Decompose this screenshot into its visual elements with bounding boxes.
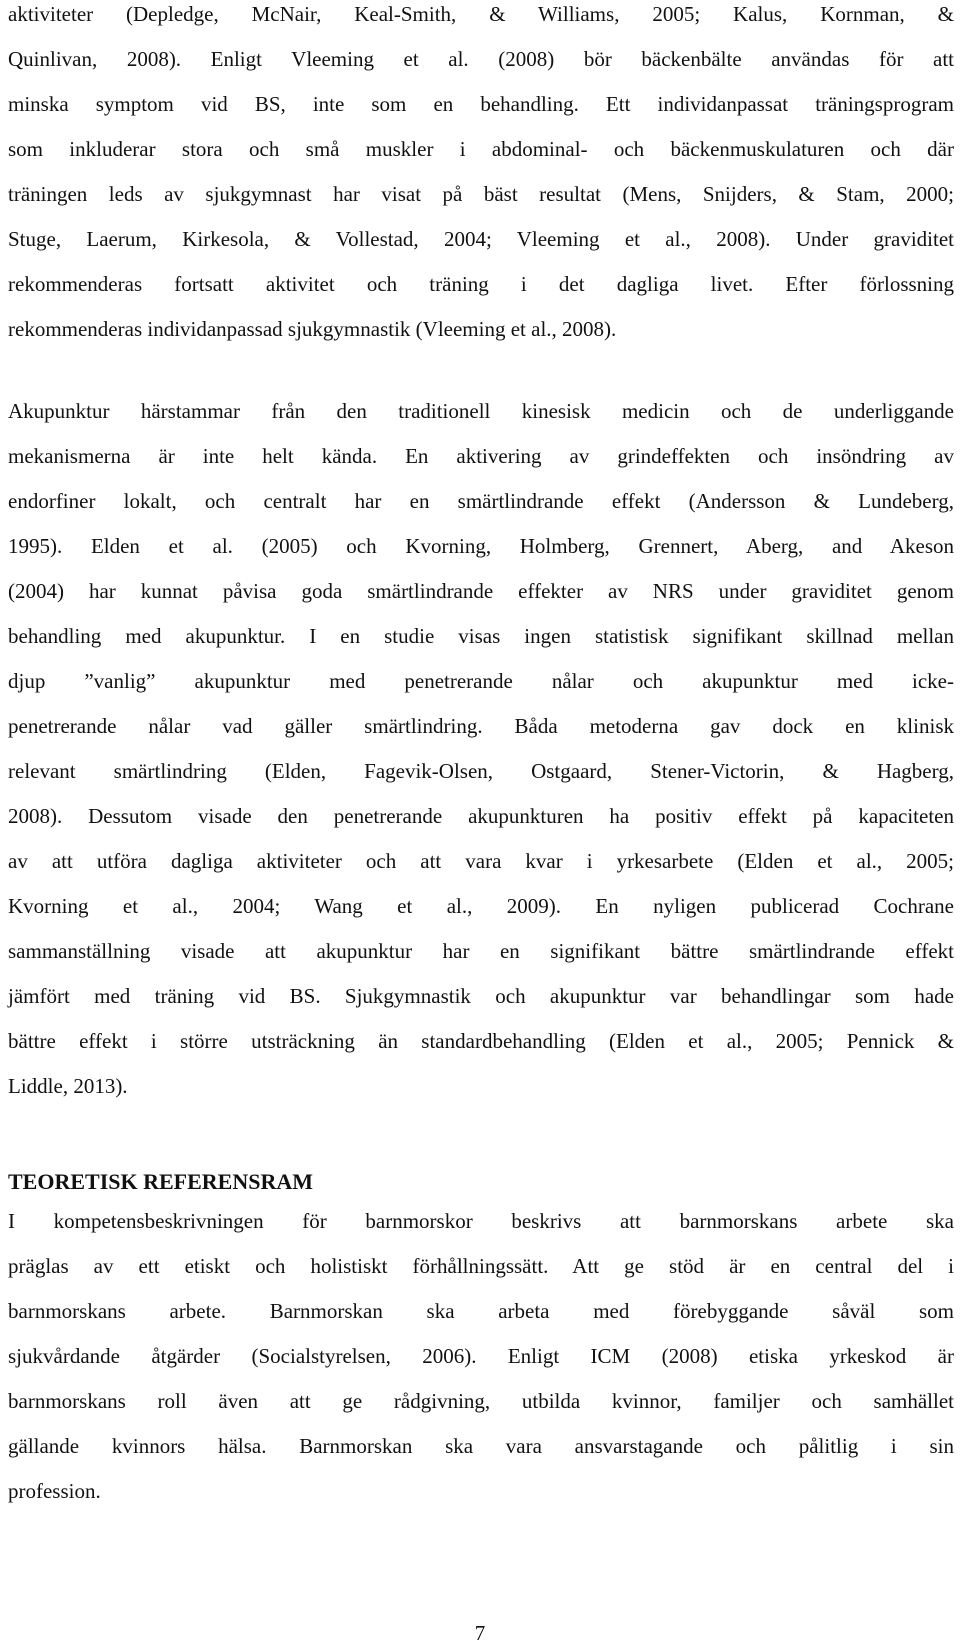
text-line: präglas av ett etiskt och holistiskt förhållningssätt. Att ge stöd är en central del i <box>8 1254 954 1278</box>
paragraph-pelvic-treatment <box>8 0 954 360</box>
text-line: sjukvårdande åtgärder (Socialstyrelsen, 2006). Enligt ICM (2008) etiska yrkeskod är <box>8 1344 954 1368</box>
text-line: sammanställning visade att akupunktur har en signifikant bättre smärtlindrande effekt <box>8 939 954 963</box>
text-line: minska symptom vid BS, inte som en behandling. Ett individanpassat träningsprogram <box>8 92 954 116</box>
text-line: 2008). Dessutom visade den penetrerande akupunkturen ha positiv effekt på kapaciteten <box>8 804 954 828</box>
text-line: relevant smärtlindring (Elden, Fagevik-Olsen, Ostgaard, Stener-Victorin, & Hagberg, <box>8 759 954 783</box>
text-line: träningen leds av sjukgymnast har visat på bäst resultat (Mens, Snijders, & Stam, 2000; <box>8 182 954 206</box>
text-line: gällande kvinnors hälsa. Barnmorskan ska vara ansvarstagande och pålitlig i sin <box>8 1434 954 1458</box>
text-line: penetrerande nålar vad gäller smärtlindring. Båda metoderna gav dock en klinisk <box>8 714 954 738</box>
text-line: 1995). Elden et al. (2005) och Kvorning, Holmberg, Grennert, Aberg, and Akeson <box>8 534 954 558</box>
text-line: jämfört med träning vid BS. Sjukgymnastik och akupunktur var behandlingar som hade <box>8 984 954 1008</box>
text-line: mekanismerna är inte helt kända. En aktivering av grindeffekten och insöndring av <box>8 444 954 468</box>
text-line: barnmorskans arbete. Barnmorskan ska arbeta med förebyggande såväl som <box>8 1299 954 1323</box>
text-line: Stuge, Laerum, Kirkesola, & Vollestad, 2004; Vleeming et al., 2008). Under graviditet <box>8 227 954 251</box>
text-line: som inkluderar stora och små muskler i abdominal- och bäckenmuskulaturen och där <box>8 137 954 161</box>
text-line: rekommenderas fortsatt aktivitet och träning i det dagliga livet. Efter förlossning <box>8 272 954 296</box>
text-line: av att utföra dagliga aktiviteter och att vara kvar i yrkesarbete (Elden et al., 2005; <box>8 849 954 873</box>
text-line: endorfiner lokalt, och centralt har en smärtlindrande effekt (Andersson & Lundeberg, <box>8 489 954 513</box>
text-line: (2004) har kunnat påvisa goda smärtlindrande effekter av NRS under graviditet genom <box>8 579 954 603</box>
text-line: rekommenderas individanpassad sjukgymnastik (Vleeming et al., 2008). <box>8 317 617 341</box>
text-line: behandling med akupunktur. I en studie visas ingen statistisk signifikant skillnad mellan <box>8 624 954 648</box>
text-line: Akupunktur härstammar från den traditionell kinesisk medicin och de underliggande <box>8 399 954 423</box>
text-line: aktiviteter (Depledge, McNair, Keal-Smith, & Williams, 2005; Kalus, Kornman, & <box>8 2 954 26</box>
text-line: profession. <box>8 1479 101 1503</box>
text-line: barnmorskans roll även att ge rådgivning, utbilda kvinnor, familjer och samhället <box>8 1389 954 1413</box>
section-theoretical-framework <box>8 1167 954 1522</box>
paragraph-acupuncture <box>8 397 954 1117</box>
section-heading: TEORETISK REFERENSRAM <box>8 1169 314 1194</box>
page-number: 7 <box>474 1621 486 1645</box>
text-line: I kompetensbeskrivningen för barnmorskor beskrivs att barnmorskans arbete ska <box>8 1209 954 1233</box>
text-line: Kvorning et al., 2004; Wang et al., 2009). En nyligen publicerad Cochrane <box>8 894 954 918</box>
text-line: bättre effekt i större utsträckning än standardbehandling (Elden et al., 2005; Pennick & <box>8 1029 954 1053</box>
text-line: Quinlivan, 2008). Enligt Vleeming et al. (2008) bör bäckenbälte användas för att <box>8 47 954 71</box>
text-line: djup ”vanlig” akupunktur med penetrerande nålar och akupunktur med icke- <box>8 669 954 693</box>
text-line: Liddle, 2013). <box>8 1074 128 1098</box>
